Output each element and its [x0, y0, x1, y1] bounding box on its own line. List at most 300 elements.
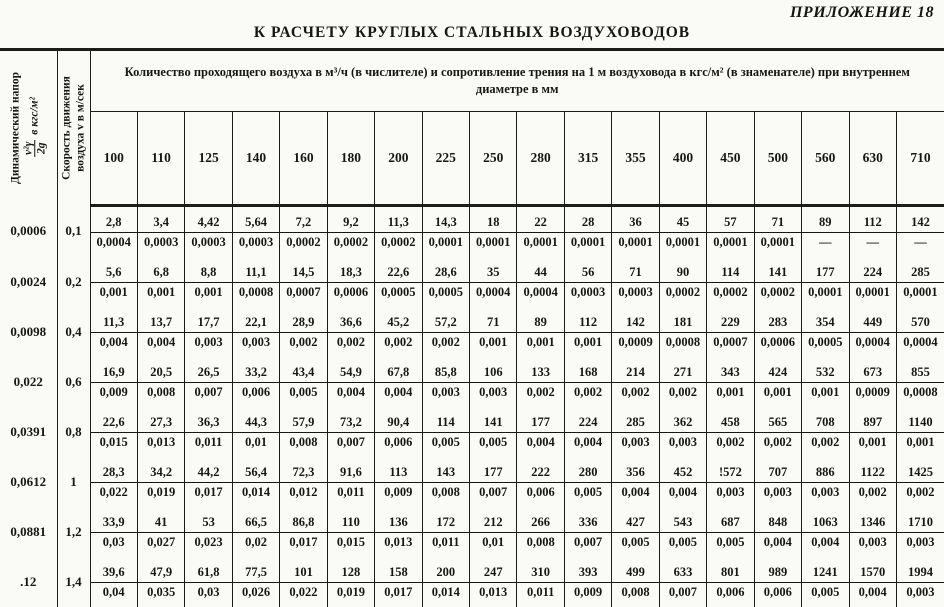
friction-value: 0,004: [565, 433, 611, 450]
friction-value: 0,003: [185, 333, 231, 350]
fraction: [185, 365, 231, 400]
flow-value: 354: [802, 315, 848, 333]
friction-value: 0,002: [328, 333, 374, 350]
friction-value: 0,023: [185, 533, 231, 550]
flow-value: 989: [755, 565, 801, 583]
flow-friction-cell: [564, 206, 611, 258]
flow-friction-cell: [232, 407, 279, 457]
fraction: [185, 465, 231, 500]
fraction: [328, 315, 374, 350]
diameter-row: [0, 112, 944, 206]
flow-friction-cell: [185, 407, 232, 457]
fraction: [185, 315, 231, 350]
flow-value: 141: [470, 415, 516, 433]
fraction: [565, 415, 611, 450]
friction-value: 0,005: [470, 433, 516, 450]
main-table-header: Количество проходящего воздуха в м³/ч (в числителе) и сопротивление трения на 1 м воздуховода в кгс/м² (в знаменателе) при внутреннем диаметре в мм: [90, 50, 944, 112]
fraction: [707, 315, 753, 350]
fraction: [755, 415, 801, 450]
flow-friction-cell: [849, 407, 896, 457]
flow-value: 71: [470, 315, 516, 333]
flow-value: 91,6: [328, 465, 374, 483]
friction-value: 0,003: [897, 533, 944, 550]
flow-value: 44,2: [185, 465, 231, 483]
flow-friction-cell: [375, 357, 422, 407]
friction-value: 0,001: [517, 333, 563, 350]
flow-value: 6,8: [138, 265, 184, 283]
friction-value: 0,001: [138, 283, 184, 300]
fraction: [850, 315, 896, 350]
velocity-value: 0,1: [57, 206, 90, 258]
flow-friction-cell: [232, 357, 279, 407]
flow-friction-cell: [612, 307, 659, 357]
fraction: [850, 415, 896, 450]
table-row: [0, 307, 944, 357]
flow-value: 172: [423, 515, 469, 533]
flow-friction-cell: [896, 507, 944, 557]
flow-value: 14,3: [423, 215, 469, 233]
diameter-header: 500: [754, 112, 801, 206]
flow-value: 247: [470, 565, 516, 583]
flow-value: 89: [802, 215, 848, 233]
friction-value: 0,0004: [470, 283, 516, 300]
diameter-header: 125: [185, 112, 232, 206]
flow-friction-cell: [185, 507, 232, 557]
flow-value: 54,9: [328, 365, 374, 383]
fraction: [565, 515, 611, 550]
friction-value: 0,001: [185, 283, 231, 300]
friction-value: 0,006: [707, 583, 753, 600]
friction-value: 0,005: [423, 433, 469, 450]
fraction: [138, 265, 184, 300]
friction-value: 0,002: [423, 333, 469, 350]
flow-friction-cell: [90, 206, 137, 258]
friction-value: 0,008: [280, 433, 326, 450]
flow-friction-cell: [470, 557, 517, 607]
fraction: [802, 265, 848, 300]
fraction: [328, 415, 374, 450]
friction-value: 0,002: [850, 483, 896, 500]
flow-friction-cell: [375, 257, 422, 307]
velocity-line2: воздуха v в м/сек: [75, 84, 87, 172]
flow-value: 452: [660, 465, 706, 483]
flow-friction-cell: [280, 457, 327, 507]
diameter-header: 560: [802, 112, 849, 206]
flow-value: 53: [185, 515, 231, 533]
friction-value: —: [802, 233, 848, 250]
fraction: [138, 565, 184, 600]
fraction: [470, 265, 516, 300]
diameter-header: 630: [849, 112, 896, 206]
flow-friction-cell: [517, 457, 564, 507]
diameter-header: 250: [470, 112, 517, 206]
fraction: [233, 415, 279, 450]
fraction: [138, 215, 184, 250]
fraction: [91, 565, 137, 600]
flow-friction-cell: [707, 557, 754, 607]
fraction: [91, 265, 137, 300]
fraction: [897, 415, 944, 450]
flow-value: 141: [755, 265, 801, 283]
flow-value: 1063: [802, 515, 848, 533]
fraction: [470, 515, 516, 550]
flow-value: 113: [375, 465, 421, 483]
flow-friction-cell: [470, 206, 517, 258]
friction-value: 0,003: [233, 333, 279, 350]
friction-value: 0,0001: [755, 233, 801, 250]
flow-friction-cell: [375, 457, 422, 507]
flow-value: 28,9: [280, 315, 326, 333]
fraction: [660, 365, 706, 400]
flow-friction-cell: [754, 557, 801, 607]
flow-friction-cell: [802, 457, 849, 507]
velocity-label: [59, 53, 88, 203]
flow-value: 89: [517, 315, 563, 333]
friction-value: 0,0004: [91, 233, 137, 250]
friction-value: 0,002: [802, 433, 848, 450]
flow-value: 214: [612, 365, 658, 383]
flow-value: 47,9: [138, 565, 184, 583]
flow-friction-cell: [802, 557, 849, 607]
fraction: [233, 215, 279, 250]
flow-friction-cell: [564, 257, 611, 307]
flow-value: 17,7: [185, 315, 231, 333]
fraction: [755, 365, 801, 400]
flow-friction-cell: [612, 357, 659, 407]
friction-value: 0,01: [233, 433, 279, 450]
fraction: [707, 515, 753, 550]
friction-value: 0,0001: [612, 233, 658, 250]
fraction: [897, 515, 944, 550]
flow-friction-cell: [754, 257, 801, 307]
friction-value: 0,0001: [517, 233, 563, 250]
fraction: [802, 515, 848, 550]
flow-friction-cell: [707, 206, 754, 258]
flow-friction-cell: [517, 507, 564, 557]
flow-value: 20,5: [138, 365, 184, 383]
fraction: [328, 215, 374, 250]
flow-friction-cell: [185, 206, 232, 258]
flow-friction-cell: [896, 557, 944, 607]
flow-value: 39,6: [91, 565, 137, 583]
friction-value: 0,003: [897, 583, 944, 600]
fraction: [423, 265, 469, 300]
friction-value: 0,015: [91, 433, 137, 450]
fraction: [660, 515, 706, 550]
fraction: [755, 565, 801, 600]
flow-value: 27,3: [138, 415, 184, 433]
flow-value: 142: [897, 215, 944, 233]
flow-friction-cell: [612, 257, 659, 307]
friction-value: 0,0009: [850, 383, 896, 400]
fraction: [280, 265, 326, 300]
friction-value: 0,0001: [423, 233, 469, 250]
flow-friction-cell: [564, 307, 611, 357]
flow-friction-cell: [90, 557, 137, 607]
friction-value: 0,005: [612, 533, 658, 550]
flow-value: 57,2: [423, 315, 469, 333]
fraction: [707, 215, 753, 250]
friction-value: 0,0002: [280, 233, 326, 250]
flow-friction-cell: [849, 457, 896, 507]
fraction: [802, 365, 848, 400]
friction-value: 0,006: [375, 433, 421, 450]
fraction: [850, 365, 896, 400]
flow-friction-cell: [90, 457, 137, 507]
fraction: [280, 515, 326, 550]
friction-value: 0,003: [612, 433, 658, 450]
dynamic-head-line1: Динамический напор: [10, 72, 22, 184]
fraction: [138, 465, 184, 500]
friction-value: 0,0003: [138, 233, 184, 250]
velocity-value: 0,2: [57, 257, 90, 307]
friction-value: 0,02: [233, 533, 279, 550]
friction-value: 0,002: [517, 383, 563, 400]
dynamic-head-value: 0,0881: [0, 507, 57, 557]
flow-value: 112: [850, 215, 896, 233]
fraction: [185, 565, 231, 600]
flow-value: 9,2: [328, 215, 374, 233]
flow-value: 90,4: [375, 415, 421, 433]
fraction: [517, 365, 563, 400]
flow-value: 1241: [802, 565, 848, 583]
fraction: [612, 265, 658, 300]
flow-friction-cell: [422, 257, 469, 307]
fraction: [517, 465, 563, 500]
fraction: [707, 365, 753, 400]
friction-value: 0,0007: [280, 283, 326, 300]
friction-value: 0,003: [850, 533, 896, 550]
friction-value: 0,008: [138, 383, 184, 400]
fraction: [565, 265, 611, 300]
diameter-header: 160: [280, 112, 327, 206]
flow-friction-cell: [232, 507, 279, 557]
fraction: [423, 365, 469, 400]
friction-value: 0,0002: [375, 233, 421, 250]
flow-friction-cell: [470, 407, 517, 457]
flow-value: 13,7: [138, 315, 184, 333]
friction-value: 0,017: [375, 583, 421, 600]
fraction: [897, 315, 944, 350]
flow-friction-cell: [90, 507, 137, 557]
flow-friction-cell: [517, 407, 564, 457]
friction-value: 0,002: [565, 383, 611, 400]
flow-value: 8,8: [185, 265, 231, 283]
friction-value: 0,0003: [612, 283, 658, 300]
fraction: [755, 515, 801, 550]
friction-value: 0,007: [185, 383, 231, 400]
flow-value: 18,3: [328, 265, 374, 283]
friction-value: 0,019: [138, 483, 184, 500]
diameter-header: 200: [375, 112, 422, 206]
friction-value: 0,026: [233, 583, 279, 600]
friction-value: 0,003: [423, 383, 469, 400]
fraction: [91, 515, 137, 550]
friction-value: 0,003: [707, 483, 753, 500]
diameter-header: 280: [517, 112, 564, 206]
flow-value: 886: [802, 465, 848, 483]
dynamic-head-value: 0,0391: [0, 407, 57, 457]
friction-value: 0,013: [375, 533, 421, 550]
fraction: [850, 565, 896, 600]
fraction: [707, 465, 753, 500]
fraction: [91, 315, 137, 350]
flow-value: 33,2: [233, 365, 279, 383]
flow-friction-cell: [280, 557, 327, 607]
flow-friction-cell: [137, 457, 184, 507]
diameter-header: 355: [612, 112, 659, 206]
friction-value: 0,0009: [612, 333, 658, 350]
fraction: [328, 265, 374, 300]
fraction: [470, 315, 516, 350]
flow-friction-cell: [232, 557, 279, 607]
friction-value: 0,014: [233, 483, 279, 500]
flow-value: 356: [612, 465, 658, 483]
flow-friction-cell: [517, 307, 564, 357]
flow-value: 633: [660, 565, 706, 583]
fraction-numerator: v²γ: [23, 140, 36, 157]
flow-value: 22,6: [91, 415, 137, 433]
flow-friction-cell: [659, 206, 706, 258]
flow-value: 14,5: [280, 265, 326, 283]
flow-value: 1570: [850, 565, 896, 583]
fraction: [612, 465, 658, 500]
fraction: [375, 515, 421, 550]
flow-value: 427: [612, 515, 658, 533]
flow-value: 16,9: [91, 365, 137, 383]
fraction: [233, 465, 279, 500]
flow-value: 168: [565, 365, 611, 383]
fraction: [91, 415, 137, 450]
flow-value: 424: [755, 365, 801, 383]
friction-value: 0,013: [138, 433, 184, 450]
friction-value: 0,0002: [660, 283, 706, 300]
flow-value: 2,8: [91, 215, 137, 233]
flow-value: 22,1: [233, 315, 279, 333]
flow-value: 45: [660, 215, 706, 233]
friction-value: 0,005: [802, 583, 848, 600]
fraction: [850, 265, 896, 300]
flow-value: 128: [328, 565, 374, 583]
velocity-value: 0,8: [57, 407, 90, 457]
diameter-header: 180: [327, 112, 374, 206]
fraction: [612, 565, 658, 600]
flow-friction-cell: [137, 357, 184, 407]
friction-value: 0,04: [91, 583, 137, 600]
flow-friction-cell: [849, 206, 896, 258]
flow-friction-cell: [327, 507, 374, 557]
flow-value: 85,8: [423, 365, 469, 383]
flow-value: 28: [565, 215, 611, 233]
fraction: [660, 565, 706, 600]
flow-value: 565: [755, 415, 801, 433]
flow-friction-cell: [470, 257, 517, 307]
friction-value: 0,002: [707, 433, 753, 450]
fraction: [423, 315, 469, 350]
flow-value: 33,9: [91, 515, 137, 533]
flow-value: 224: [565, 415, 611, 433]
friction-value: 0,03: [185, 583, 231, 600]
fraction: [423, 465, 469, 500]
fraction: [612, 315, 658, 350]
friction-value: 0,009: [375, 483, 421, 500]
flow-friction-cell: [185, 307, 232, 357]
flow-friction-cell: [375, 307, 422, 357]
flow-friction-cell: [659, 407, 706, 457]
flow-friction-cell: [137, 557, 184, 607]
flow-value: 285: [612, 415, 658, 433]
fraction: [138, 365, 184, 400]
flow-value: 11,3: [375, 215, 421, 233]
flow-friction-cell: [90, 407, 137, 457]
friction-value: 0,003: [755, 483, 801, 500]
appendix-label: ПРИЛОЖЕНИЕ 18: [790, 4, 934, 22]
fraction: [328, 365, 374, 400]
friction-value: 0,011: [517, 583, 563, 600]
flow-value: 177: [470, 465, 516, 483]
friction-value: 0,002: [612, 383, 658, 400]
friction-value: 0,022: [91, 483, 137, 500]
flow-value: 66,5: [233, 515, 279, 533]
flow-friction-cell: [470, 457, 517, 507]
flow-friction-cell: [849, 507, 896, 557]
flow-value: 570: [897, 315, 944, 333]
flow-value: 212: [470, 515, 516, 533]
fraction: [233, 365, 279, 400]
flow-friction-cell: [564, 357, 611, 407]
flow-friction-cell: [137, 206, 184, 258]
fraction: [375, 265, 421, 300]
dynamic-head-value: 0,0024: [0, 257, 57, 307]
flow-friction-cell: [517, 357, 564, 407]
friction-value: 0,0003: [233, 233, 279, 250]
flow-value: 36,3: [185, 415, 231, 433]
page-title: К РАСЧЕТУ КРУГЛЫХ СТАЛЬНЫХ ВОЗДУХОВОДОВ: [0, 24, 944, 42]
fraction: [850, 515, 896, 550]
fraction: [138, 515, 184, 550]
fraction: [423, 565, 469, 600]
fraction: [517, 265, 563, 300]
flow-value: 1140: [897, 415, 944, 433]
friction-value: 0,007: [470, 483, 516, 500]
flow-value: 1710: [897, 515, 944, 533]
fraction: [91, 215, 137, 250]
flow-value: 449: [850, 315, 896, 333]
flow-friction-cell: [707, 407, 754, 457]
friction-value: 0,001: [470, 333, 516, 350]
flow-value: 72,3: [280, 465, 326, 483]
flow-value: 222: [517, 465, 563, 483]
fraction: [755, 465, 801, 500]
table-row: [0, 407, 944, 457]
flow-friction-cell: [707, 257, 754, 307]
flow-value: 181: [660, 315, 706, 333]
flow-value: 56,4: [233, 465, 279, 483]
flow-friction-cell: [280, 307, 327, 357]
fraction: [517, 315, 563, 350]
flow-friction-cell: [564, 507, 611, 557]
flow-value: 11,3: [91, 315, 137, 333]
friction-value: 0,014: [423, 583, 469, 600]
friction-value: 0,013: [470, 583, 516, 600]
flow-value: 1994: [897, 565, 944, 583]
friction-value: 0,0005: [423, 283, 469, 300]
friction-value: 0,0007: [707, 333, 753, 350]
fraction: [897, 465, 944, 500]
friction-value: 0,008: [517, 533, 563, 550]
flow-value: 224: [850, 265, 896, 283]
flow-value: 44,3: [233, 415, 279, 433]
